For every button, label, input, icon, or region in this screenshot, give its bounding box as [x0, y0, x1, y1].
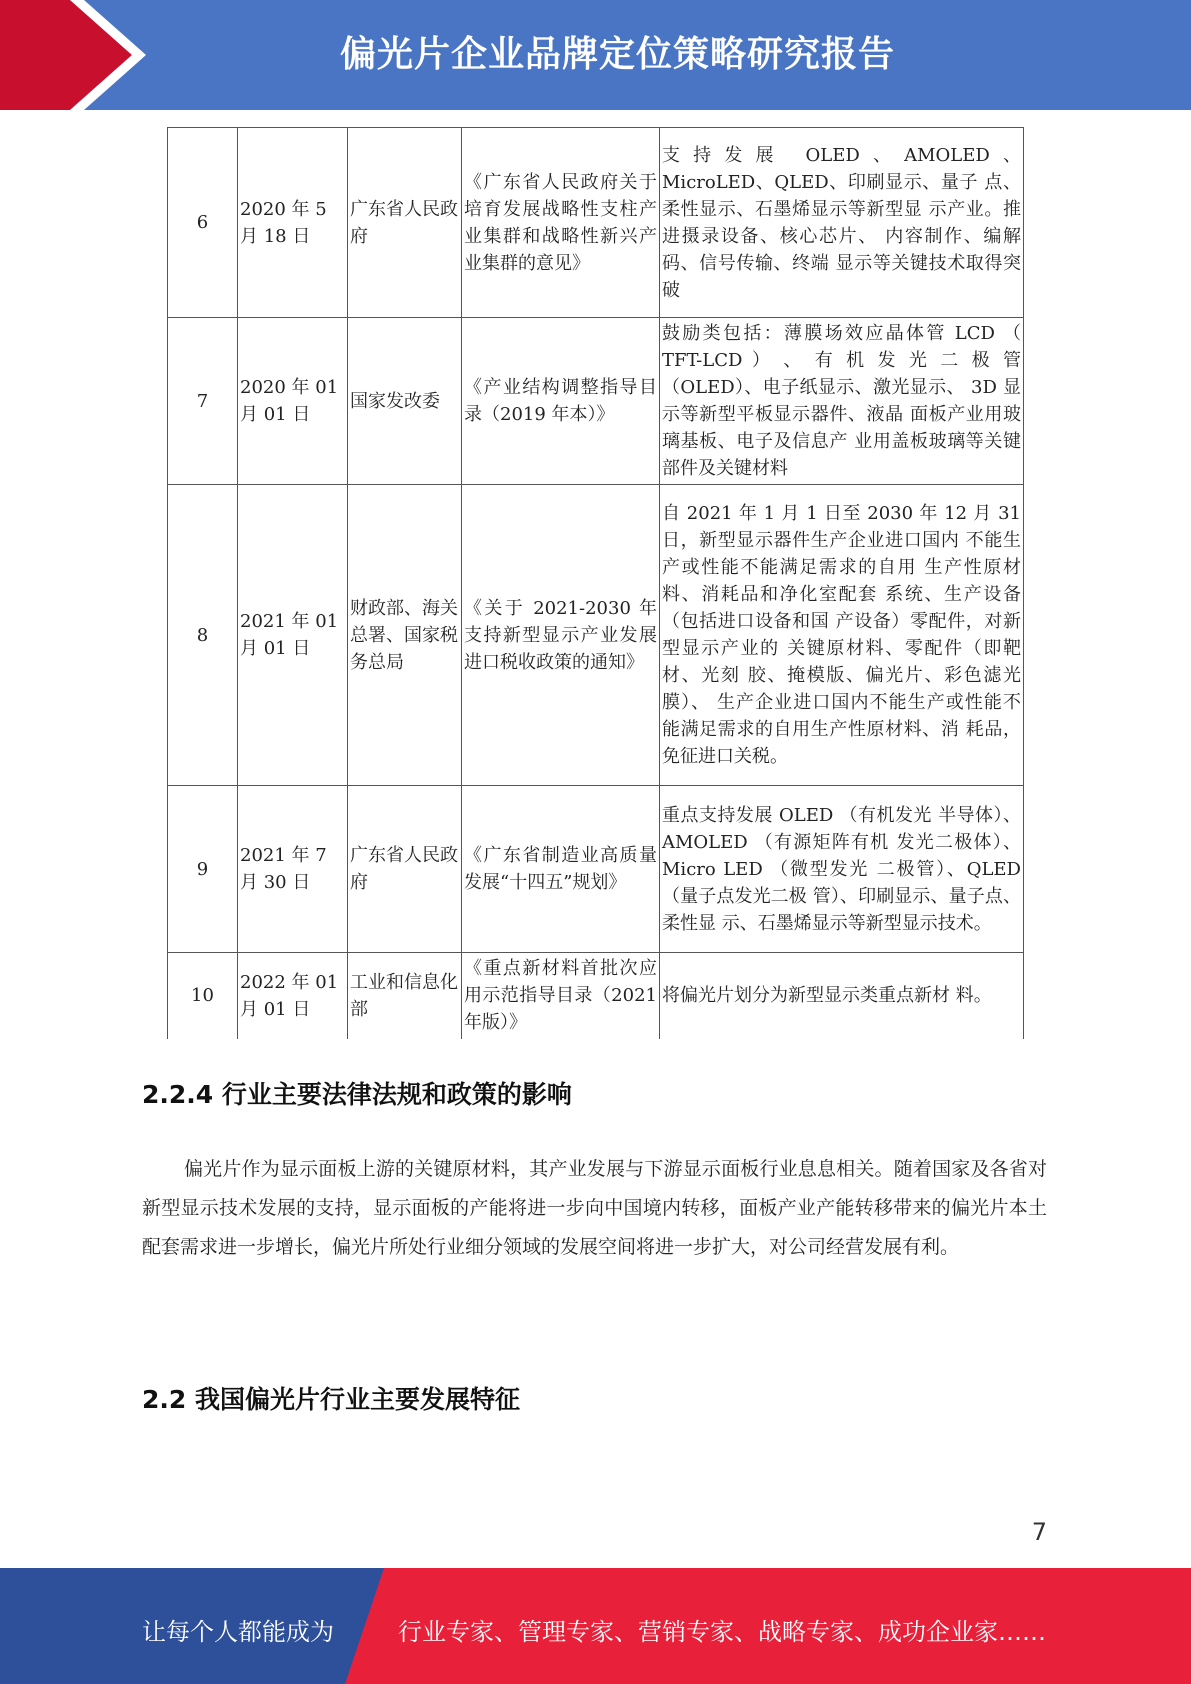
- policy-table: [167, 127, 1024, 1039]
- row-number: 10: [168, 953, 238, 1039]
- row-content: 重点支持发展 OLED （有机发光 半导体）、AMOLED （有源矩阵有机 发光二极体）、Micro LED （微型发光 二极管）、QLED （量子点发光二极 管）、印刷显示、量子点、柔性显 示、石墨烯显示等新型显示技术。: [660, 786, 1024, 953]
- row-content: 将偏光片划分为新型显示类重点新材 料。: [660, 953, 1024, 1039]
- row-document: 《产业结构调整指导目录（2019 年本）》: [462, 318, 660, 485]
- row-issuer: 国家发改委: [348, 318, 462, 485]
- row-document: 《关于 2021-2030 年支持新型显示产业发展进口税收政策的通知》: [462, 485, 660, 786]
- footer-slogan-left: 让每个人都能成为: [142, 1618, 334, 1646]
- page-number: 7: [1031, 1518, 1047, 1546]
- table-row: [168, 128, 1024, 318]
- table-row: [168, 953, 1024, 1039]
- body-paragraph: 偏光片作为显示面板上游的关键原材料，其产业发展与下游显示面板行业息息相关。随着国家及各省对新型显示技术发展的支持，显示面板的产能将进一步向中国境内转移，面板产业产能转移带来的偏光片本土配套需求进一步增长，偏光片所处行业细分领域的发展空间将进一步扩大，对公司经营发展有利。: [142, 1158, 1047, 1258]
- report-title: 偏光片企业品牌定位策略研究报告: [340, 34, 896, 75]
- row-content: 支持发展 OLED、AMOLED、MicroLED、QLED、印刷显示、量子 点、柔性显示、石墨烯显示等新型显 示产业。推进摄录设备、核心芯片、 内容制作、编解码、信号传输、终端 显示等关键技术取得突破: [660, 128, 1024, 318]
- page-header: [0, 0, 1191, 110]
- row-number: 9: [168, 786, 238, 953]
- table-row: [168, 318, 1024, 485]
- row-content: 鼓励类包括：薄膜场效应晶体管 LCD （ TFT-LCD ） 、 有 机 发 光 二 极 管（OLED）、电子纸显示、激光显示、 3D 显示等新型平板显示器件、液晶 面板产业用玻璃基板、电子及信息产 业用盖板玻璃等关键部件及关键材料: [660, 318, 1024, 485]
- row-document: 《重点新材料首批次应用示范指导目录（2021 年版）》: [462, 953, 660, 1039]
- row-issuer: 广东省人民政府: [348, 128, 462, 318]
- row-number: 8: [168, 485, 238, 786]
- row-number: 7: [168, 318, 238, 485]
- row-issuer: 工业和信息化部: [348, 953, 462, 1039]
- row-document: 《广东省人民政府关于培育发展战略性支柱产业集群和战略性新兴产业集群的意见》: [462, 128, 660, 318]
- row-date: 2021 年 7 月 30 日: [238, 786, 348, 953]
- row-date: 2020 年 01 月 01 日: [238, 318, 348, 485]
- row-date: 2020 年 5 月 18 日: [238, 128, 348, 318]
- section-heading-2-2-4: 2.2.4 行业主要法律法规和政策的影响: [142, 1080, 572, 1109]
- row-date: 2021 年 01 月 01 日: [238, 485, 348, 786]
- row-issuer: 财政部、海关总署、国家税务总局: [348, 485, 462, 786]
- row-date: 2022 年 01 月 01 日: [238, 953, 348, 1039]
- row-number: 6: [168, 128, 238, 318]
- row-content: 自 2021 年 1 月 1 日至 2030 年 12 月 31 日，新型显示器件生产企业进口国内 不能生产或性能不能满足需求的自用 生产性原材料、消耗品和净化室配套 系统、生产设备（包括进口设备和国 产设备）零配件，对新型显示产业的 关键原材料、零配件（即靶材、光刻 胶、掩模版、偏光片、彩色滤光膜）、 生产企业进口国内不能生产或性能不 能满足需求的自用生产性原材料、消 耗品，免征进口关税。: [660, 485, 1024, 786]
- section-heading-2-2: 2.2 我国偏光片行业主要发展特征: [142, 1385, 520, 1414]
- row-document: 《广东省制造业高质量发展“十四五”规划》: [462, 786, 660, 953]
- footer-slogan-right: 行业专家、管理专家、营销专家、战略专家、成功企业家……: [398, 1618, 1046, 1646]
- table-row: [168, 485, 1024, 786]
- row-issuer: 广东省人民政府: [348, 786, 462, 953]
- page-footer: [0, 1568, 1191, 1684]
- table-row: [168, 786, 1024, 953]
